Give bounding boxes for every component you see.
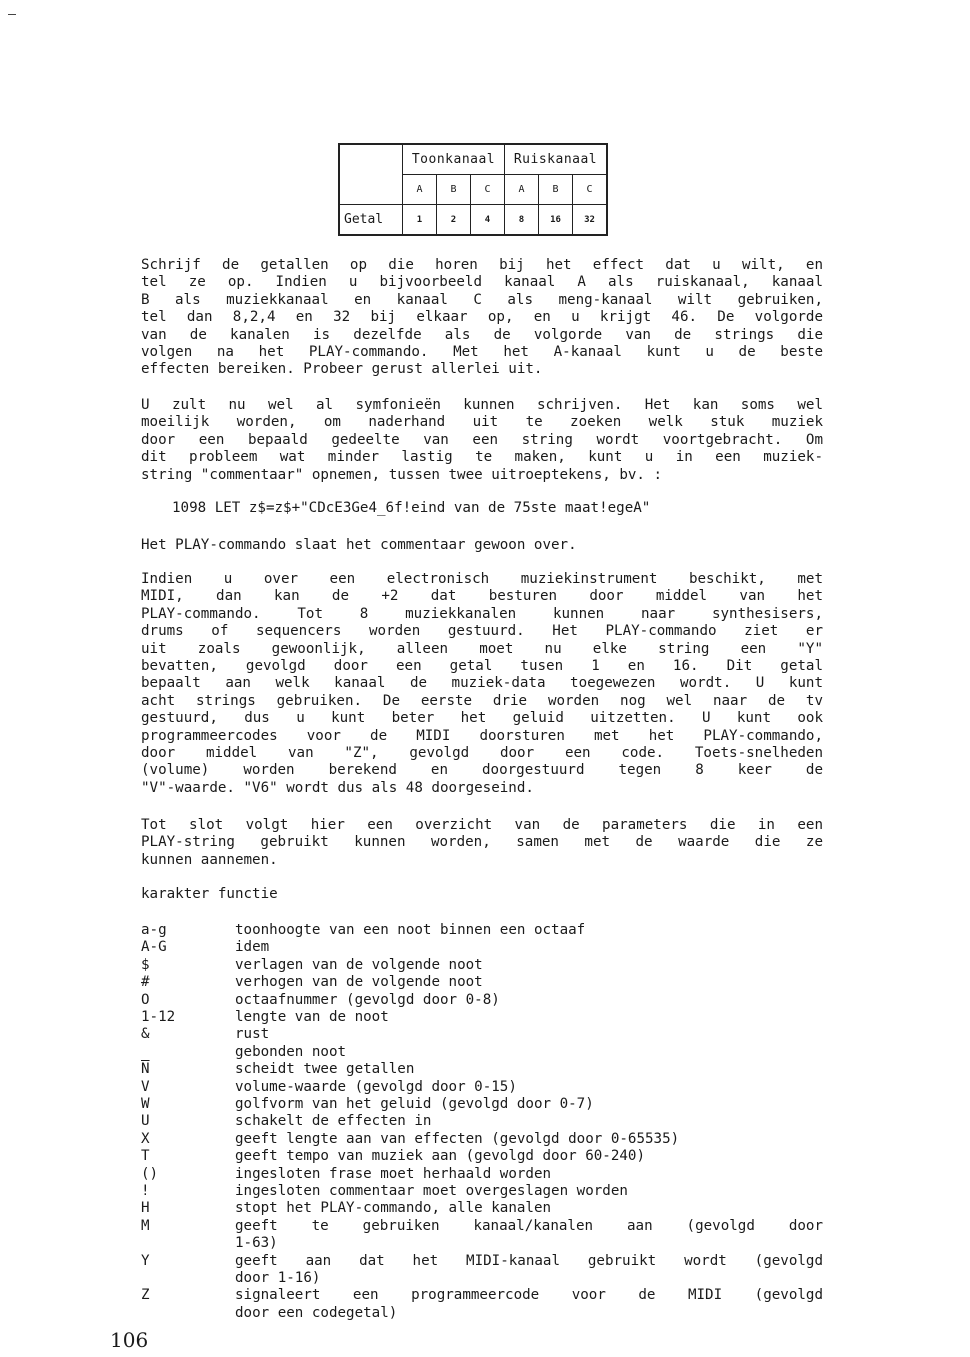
text-line: verlagen van de volgende noot: [235, 956, 483, 973]
parameter-row: [141, 1061, 823, 1078]
parameter-row: [141, 1183, 823, 1200]
text-line: ingesloten commentaar moet overgeslagen worden: [235, 1183, 628, 1200]
parameter-char: a-g: [141, 922, 167, 938]
parameter-row: [141, 992, 823, 1009]
text-line: door een bepaald gedeelte van een string wordt voortgebracht. Om: [141, 431, 823, 448]
text-line: idem: [235, 939, 270, 956]
parameter-char: U: [141, 1113, 150, 1130]
text-line: van de kanalen is dezelfde als de volgorde van de strings die: [141, 326, 823, 343]
text-line: PLAY-commando. Tot 8 muziekkanalen kunnen naar synthesisers,: [141, 605, 823, 622]
text-line: effecten bereiken. Probeer gerust allerlei uit.: [141, 361, 543, 378]
parameter-description: [235, 1009, 823, 1026]
text-line: door een codegetal): [235, 1304, 398, 1321]
parameter-description: [235, 922, 823, 939]
parameter-description: [235, 1044, 823, 1061]
parameter-char: A-G: [141, 939, 167, 956]
text-line: geeft te gebruiken kanaal/kanalen aan (gevolgd door: [235, 1217, 823, 1234]
text-line: geeft tempo van muziek aan (gevolgd door 60-240): [235, 1148, 645, 1165]
parameter-char: H: [141, 1200, 150, 1217]
table-value-cell: 1: [403, 205, 437, 236]
text-line: toonhoogte van een noot binnen een octaaf: [235, 922, 586, 938]
parameter-row: [141, 1166, 823, 1183]
parameter-description: [235, 1131, 823, 1148]
text-line: acht strings gebruiken. De eerste drie worden nog wel naar de tv: [141, 692, 823, 709]
parameter-description: [235, 1026, 823, 1043]
parameter-list: [141, 922, 823, 1322]
parameter-char: (): [141, 1165, 159, 1182]
parameter-description: [235, 939, 823, 956]
text-line: door middel van "Z", gevolgd door een code. Toets-snelheden: [141, 744, 823, 761]
text-line: door 1-16): [235, 1270, 321, 1287]
table-header-toonkanaal: Toonkanaal: [403, 144, 505, 175]
parameter-description: [235, 1096, 823, 1113]
parameter-char: M: [141, 1217, 150, 1234]
parameter-description: [235, 1218, 823, 1253]
text-line: scheidt twee getallen: [235, 1061, 415, 1078]
table-channel-cell: B: [539, 175, 573, 205]
text-line: volume-waarde (gevolgd door 0-15): [235, 1078, 517, 1095]
text-line: Tot slot volgt hier een overzicht van de parameters die in een: [141, 817, 823, 833]
parameter-char: Z: [141, 1287, 150, 1304]
text-line: tel dan 8,2,4 en 32 bij elkaar op, en u krijgt 46. De volgorde: [141, 309, 823, 326]
parameter-char: X: [141, 1130, 150, 1147]
text-line: moeilijk worden, om naderhand uit te zoeken welk stuk muziek: [141, 414, 823, 431]
text-line: golfvorm van het geluid (gevolgd door 0-7): [235, 1096, 594, 1113]
text-line: Schrijf de getallen op die horen bij het effect dat u wilt, en: [141, 257, 823, 273]
parameter-row: [141, 939, 823, 956]
table-corner-cell: [339, 144, 403, 205]
parameter-char: #: [141, 974, 150, 991]
parameter-description: [235, 957, 823, 974]
parameter-description: [235, 992, 823, 1009]
table-row-label: Getal: [339, 205, 403, 236]
text-line: drums of sequencers worden gestuurd. Het PLAY-commando ziet er: [141, 623, 823, 640]
parameter-row: [141, 1079, 823, 1096]
parameter-description: [235, 974, 823, 991]
text-line: bepaalt aan welk kanaal de muziek-data toegewezen wordt. U kunt: [141, 675, 823, 692]
parameter-char: $: [141, 956, 150, 973]
text-line: lengte van de noot: [235, 1009, 389, 1026]
parameter-description: [235, 1253, 823, 1288]
text-line: verhogen van de volgende noot: [235, 974, 483, 991]
table-channel-cell: B: [437, 175, 471, 205]
parameter-char: !: [141, 1183, 150, 1200]
paragraph-midi: [141, 571, 823, 797]
text-line: signaleert een programmeercode voor de MIDI (gevolgd: [235, 1287, 823, 1304]
page-number: 106: [110, 1328, 149, 1352]
text-line: Het PLAY-commando slaat het commentaar gewoon over.: [141, 537, 577, 553]
parameter-row: [141, 957, 823, 974]
parameter-list-header: karakter functie: [141, 886, 278, 902]
table-value-cell: 32: [573, 205, 608, 236]
parameter-description: [235, 1166, 823, 1183]
text-line: string "commentaar" opnemen, tussen twee uitroeptekens, bv. :: [141, 466, 663, 483]
table-channel-cell: A: [505, 175, 539, 205]
parameter-row: [141, 1026, 823, 1043]
text-line: U zult nu wel al symfonieën kunnen schrijven. Het kan soms wel: [141, 397, 823, 413]
text-line: geeft aan dat het MIDI-kanaal gebruikt wordt (gevolgd: [235, 1252, 823, 1269]
parameter-row: [141, 1218, 823, 1253]
parameter-row: [141, 1009, 823, 1026]
text-line: kunnen aannemen.: [141, 851, 278, 868]
parameter-row: [141, 1287, 823, 1322]
parameter-row: [141, 1200, 823, 1217]
table-channel-cell: A: [403, 175, 437, 205]
text-line: rust: [235, 1026, 270, 1043]
parameter-description: [235, 1287, 823, 1322]
text-line: B als muziekkanaal en kanaal C als meng-kanaal wilt gebruiken,: [141, 291, 823, 308]
text-line: stopt het PLAY-commando, alle kanalen: [235, 1200, 552, 1217]
table-channel-cell: C: [471, 175, 505, 205]
text-line: bevatten, gevolgd door een getal tusen 1 en 16. Dit getal: [141, 657, 823, 674]
parameter-row: [141, 1044, 823, 1061]
parameter-description: [235, 1183, 823, 1200]
text-line: schakelt de effecten in: [235, 1113, 432, 1130]
text-line: geeft lengte aan van effecten (gevolgd door 0-65535): [235, 1130, 680, 1147]
text-line: uit zoals gewoonlijk, alleen moet nu elke string een "Y": [141, 640, 823, 657]
parameter-char: [141, 1044, 235, 1061]
parameter-char: V: [141, 1078, 150, 1095]
paragraph-channel-sum: [141, 257, 823, 379]
parameter-char: 1-12: [141, 1009, 176, 1026]
parameter-char: W: [141, 1096, 150, 1113]
parameter-row: [141, 1253, 823, 1288]
text-line: PLAY-string gebruikt kunnen worden, samen met de waarde die ze: [141, 834, 823, 851]
table-channel-cell: C: [573, 175, 608, 205]
scan-mark: [8, 14, 16, 15]
table-value-cell: 2: [437, 205, 471, 236]
parameter-description: [235, 1200, 823, 1217]
text-line: dit probleem wat minder lastig te maken, kunt u in een muziek-: [141, 449, 823, 466]
text-line: (volume) worden berekend en doorgestuurd tegen 8 keer de: [141, 762, 823, 779]
parameter-row: [141, 1131, 823, 1148]
parameter-char: $\overline{N}$: [141, 1061, 150, 1078]
table-value-cell: 16: [539, 205, 573, 236]
text-line: gestuurd, dus u kunt beter het geluid uitzetten. U kunt ook: [141, 710, 823, 727]
text-line: tel ze op. Indien u bijvoorbeeld kanaal A als ruiskanaal, kanaal: [141, 274, 823, 291]
paragraph-comments: [141, 397, 823, 484]
parameter-description: [235, 1148, 823, 1165]
parameter-char: &: [141, 1026, 150, 1043]
text-line: programmeercodes voor de MIDI doorsturen met het PLAY-commando,: [141, 727, 823, 744]
parameter-description: [235, 1113, 823, 1130]
parameter-row: [141, 974, 823, 991]
text-line: volgen na het PLAY-commando. Met het A-kanaal kunt u de beste: [141, 343, 823, 360]
paragraph-play-skips: [141, 537, 823, 554]
table-header-ruiskanaal: Ruiskanaal: [505, 144, 608, 175]
paragraph-overview-intro: [141, 817, 823, 869]
text-line: MIDI, dan kan de +2 dat besturen door middel van het: [141, 588, 823, 605]
text-line: octaafnummer (gevolgd door 0-8): [235, 991, 500, 1008]
parameter-description: [235, 1079, 823, 1096]
text-line: Indien u over een electronisch muziekinstrument beschikt, met: [141, 571, 823, 587]
table-value-cell: 8: [505, 205, 539, 236]
channel-value-table: [338, 143, 608, 236]
code-example: 1098 LET z$=z$+"CDcE3Ge4_6f!eind van de 75ste maat!egeA": [172, 500, 651, 516]
text-line: 1-63): [235, 1235, 278, 1252]
parameter-description: [235, 1061, 823, 1078]
parameter-char: T: [141, 1148, 150, 1165]
parameter-row: [141, 1148, 823, 1165]
parameter-row: [141, 1113, 823, 1130]
text-line: "V"-waarde. "V6" wordt dus als 48 doorgeseind.: [141, 779, 534, 796]
text-line: ingesloten frase moet herhaald worden: [235, 1165, 552, 1182]
parameter-char: Y: [141, 1252, 150, 1269]
parameter-char: O: [141, 991, 150, 1008]
parameter-row: [141, 922, 823, 939]
text-line: gebonden noot: [235, 1043, 347, 1060]
table-value-cell: 4: [471, 205, 505, 236]
parameter-row: [141, 1096, 823, 1113]
